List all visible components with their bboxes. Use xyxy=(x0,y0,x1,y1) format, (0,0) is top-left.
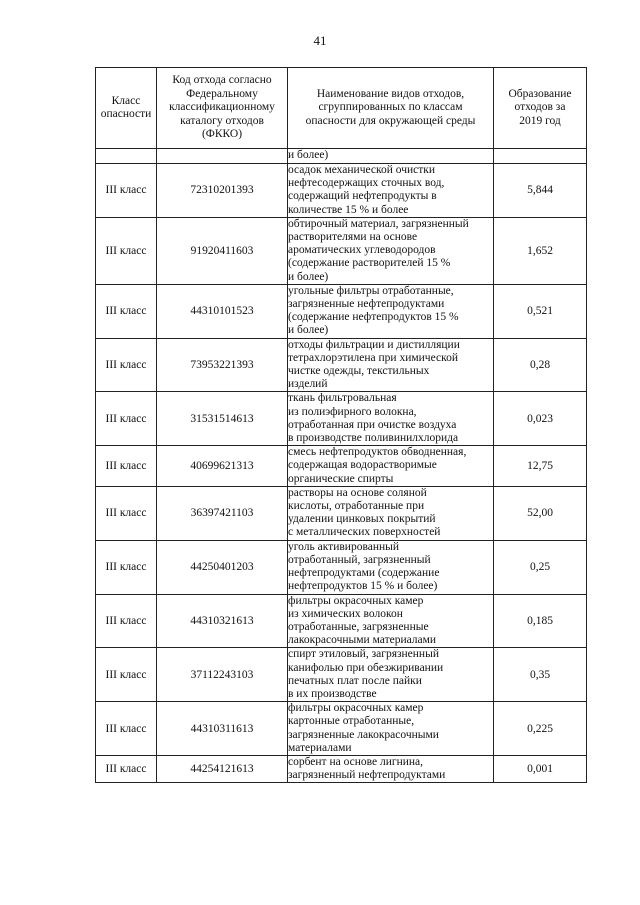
waste-name-line: угольные фильтры отработанные, xyxy=(288,284,454,297)
header-waste-amount: Образование отходов за 2019 год xyxy=(494,68,587,149)
waste-name-line: растворителями на основе xyxy=(288,231,418,244)
table-row xyxy=(96,164,587,218)
waste-name-line: чистке одежды, текстильных xyxy=(288,365,430,378)
waste-name-line: материалами xyxy=(288,741,352,754)
waste-amount-cell: 52,00 xyxy=(494,486,587,540)
waste-name-line: отработанная при очистке воздуха xyxy=(288,418,457,431)
hazard-class-cell: III класс xyxy=(96,217,157,284)
table-row xyxy=(96,446,587,487)
hazard-class-cell: III класс xyxy=(96,540,157,594)
waste-name-line: печатных плат после пайки xyxy=(288,674,422,687)
table-row xyxy=(96,217,587,284)
waste-name-line: нефтепродуктами (содержание xyxy=(288,567,440,580)
waste-amount-cell: 12,75 xyxy=(494,446,587,487)
fkko-code-cell: 44254121613 xyxy=(157,755,288,782)
waste-name-line: уголь активированный xyxy=(288,540,400,553)
fkko-code-cell: 37112243103 xyxy=(157,648,288,702)
waste-amount-cell: 0,521 xyxy=(494,284,587,338)
waste-name-line: ткань фильтровальная xyxy=(288,392,397,405)
table-row xyxy=(96,392,587,446)
table-row xyxy=(96,284,587,338)
hazard-class-cell: III класс xyxy=(96,284,157,338)
continuation-class-cell xyxy=(96,149,157,164)
waste-name-line: изделий xyxy=(288,378,328,391)
header-waste-name: Наименование видов отходов, сгруппированных по классам опасности для окружающей среды xyxy=(288,68,494,149)
hazard-class-cell: III класс xyxy=(96,164,157,218)
continuation-code-cell xyxy=(157,149,288,164)
fkko-code-cell: 73953221393 xyxy=(157,338,288,392)
waste-amount-cell: 0,225 xyxy=(494,702,587,756)
waste-amount-cell: 0,023 xyxy=(494,392,587,446)
waste-name-line: (содержание нефтепродуктов 15 % xyxy=(288,311,459,324)
header-hazard-class: Класс опасности xyxy=(96,68,157,149)
fkko-code-cell: 44310101523 xyxy=(157,284,288,338)
waste-amount-cell: 0,25 xyxy=(494,540,587,594)
waste-name-line: осадок механической очистки xyxy=(288,164,436,176)
waste-name-line: кислоты, отработанные при xyxy=(288,500,425,513)
hazard-class-cell: III класс xyxy=(96,338,157,392)
waste-name-line: отходы фильтрации и дистилляции xyxy=(288,338,460,351)
fkko-code-cell: 31531514613 xyxy=(157,392,288,446)
waste-amount-cell: 1,652 xyxy=(494,217,587,284)
continuation-row xyxy=(96,149,587,164)
waste-name-line: (содержание растворителей 15 % xyxy=(288,257,451,270)
continuation-amount-cell xyxy=(494,149,587,164)
waste-amount-cell: 5,844 xyxy=(494,164,587,218)
waste-name-line: и более) xyxy=(288,270,329,283)
waste-name-cell xyxy=(288,392,494,446)
waste-name-line: ароматических углеводородов xyxy=(288,244,436,257)
waste-name-line: канифолью при обезжиривании xyxy=(288,661,444,674)
waste-name-line: содержащий нефтепродукты в xyxy=(288,190,437,203)
table-row xyxy=(96,338,587,392)
waste-name-cell xyxy=(288,648,494,702)
waste-amount-cell: 0,28 xyxy=(494,338,587,392)
waste-name-line: тетрахлорэтилена при химической xyxy=(288,351,458,364)
fkko-code-cell: 91920411603 xyxy=(157,217,288,284)
waste-name-line: удалении цинковых покрытий xyxy=(288,513,436,526)
waste-name-line: фильтры окрасочных камер xyxy=(288,702,424,715)
waste-name-line: смесь нефтепродуктов обводненная, xyxy=(288,446,467,459)
waste-name-line: нефтепродуктов 15 % и более) xyxy=(288,580,438,593)
waste-name-line: органические спирты xyxy=(288,472,394,485)
waste-name-line: фильтры окрасочных камер xyxy=(288,594,424,607)
hazard-class-cell: III класс xyxy=(96,486,157,540)
waste-name-line: нефтесодержащих сточных вод, xyxy=(288,177,445,190)
waste-table xyxy=(95,67,587,783)
waste-name-line: загрязненные лакокрасочными xyxy=(288,728,439,741)
waste-name-line: с металлических поверхностей xyxy=(288,526,441,539)
fkko-code-cell: 72310201393 xyxy=(157,164,288,218)
waste-name-line: отработанный, загрязненный xyxy=(288,553,431,566)
waste-name-line: загрязненные нефтепродуктами xyxy=(288,298,445,311)
waste-name-line: из химических волокон xyxy=(288,607,403,620)
waste-name-line: спирт этиловый, загрязненный xyxy=(288,648,439,661)
waste-name-line: отработанные, загрязненные xyxy=(288,620,429,633)
fkko-code-cell: 44250401203 xyxy=(157,540,288,594)
fkko-code-cell: 44310321613 xyxy=(157,594,288,648)
waste-name-cell xyxy=(288,338,494,392)
hazard-class-cell: III класс xyxy=(96,392,157,446)
waste-name-cell xyxy=(288,217,494,284)
waste-amount-cell: 0,001 xyxy=(494,755,587,782)
hazard-class-cell: III класс xyxy=(96,702,157,756)
waste-name-cell xyxy=(288,284,494,338)
header-fkko-code: Код отхода согласно Федеральному классификационному каталогу отходов (ФККО) xyxy=(157,68,288,149)
waste-name-line: лакокрасочными материалами xyxy=(288,634,437,647)
waste-name-line: количестве 15 % и более xyxy=(288,203,409,216)
header-row xyxy=(96,68,587,149)
waste-amount-cell: 0,185 xyxy=(494,594,587,648)
waste-name-cell xyxy=(288,594,494,648)
hazard-class-cell: III класс xyxy=(96,755,157,782)
waste-name-line: и более) xyxy=(288,324,329,337)
waste-name-line: загрязненный нефтепродуктами xyxy=(288,769,446,782)
hazard-class-cell: III класс xyxy=(96,594,157,648)
table-row xyxy=(96,594,587,648)
waste-name-cell xyxy=(288,164,494,218)
table-row xyxy=(96,755,587,782)
waste-name-line: сорбент на основе лигнина, xyxy=(288,755,424,768)
table-row xyxy=(96,648,587,702)
waste-name-line: обтирочный материал, загрязненный xyxy=(288,217,469,230)
waste-name-cell xyxy=(288,755,494,782)
waste-name-line: содержащая водорастворимые xyxy=(288,459,437,472)
hazard-class-cell: III класс xyxy=(96,648,157,702)
waste-name-line: растворы на основе соляной xyxy=(288,486,427,499)
hazard-class-cell: III класс xyxy=(96,446,157,487)
waste-name-line: в их производстве xyxy=(288,687,377,700)
fkko-code-cell: 36397421103 xyxy=(157,486,288,540)
waste-name-cell xyxy=(288,446,494,487)
waste-name-cell xyxy=(288,540,494,594)
fkko-code-cell: 44310311613 xyxy=(157,702,288,756)
waste-name-cell xyxy=(288,702,494,756)
page-number: 41 xyxy=(313,33,327,48)
waste-name-cell xyxy=(288,486,494,540)
continuation-name-cell: и более) xyxy=(288,149,494,164)
waste-name-line: из полиэфирного волокна, xyxy=(288,405,417,418)
waste-name-line: картонные отработанные, xyxy=(288,715,415,728)
table-row xyxy=(96,540,587,594)
fkko-code-cell: 40699621313 xyxy=(157,446,288,487)
waste-amount-cell: 0,35 xyxy=(494,648,587,702)
table-row xyxy=(96,486,587,540)
waste-name-line: в производстве поливинилхлорида xyxy=(288,432,459,445)
table-row xyxy=(96,702,587,756)
